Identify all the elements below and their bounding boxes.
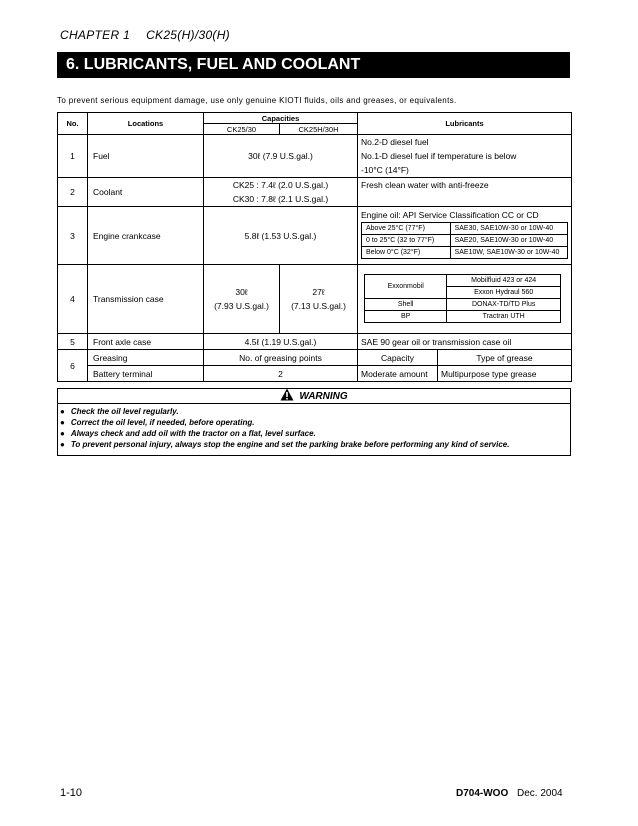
table-row [362, 223, 568, 235]
row-location: Fuel [88, 135, 204, 178]
row-no: 6 [58, 350, 88, 382]
brand-product: DONAX-TD/TD Plus [447, 299, 561, 311]
section-title: 6. LUBRICANTS, FUEL AND COOLANT [57, 52, 570, 78]
row-lubricant: SAE 90 gear oil or transmission case oil [358, 334, 572, 350]
capacity-line: 30ℓ [235, 287, 248, 297]
oil-grade-table [361, 222, 568, 259]
warning-item: ● To prevent personal injury, always stop the engine and set the parking brake before performing any kind of service. [60, 440, 510, 449]
table-row [362, 235, 568, 247]
header-ck25-30: CK25/30 [204, 124, 280, 135]
header-capacities: Capacities [204, 113, 358, 124]
brand-shell: Shell [365, 299, 447, 311]
row-location: Engine crankcase [88, 207, 204, 265]
table-row [58, 350, 572, 366]
row-lubricant [358, 207, 572, 265]
engine-oil-title: Engine oil: API Service Classification CC or CD [361, 210, 539, 220]
row-lubricant [358, 135, 572, 178]
row-location: Transmission case [88, 265, 204, 334]
row-location: Coolant [88, 178, 204, 207]
table-row [58, 178, 572, 207]
oil-temp: 0 to 25°C (32 to 77°F) [362, 235, 451, 247]
table-row [365, 299, 561, 311]
page-number: 1-10 [60, 787, 83, 799]
greasing-points-value: 2 [204, 366, 358, 382]
row-capacity: 4.5ℓ (1.19 U.S.gal.) [204, 334, 358, 350]
brand-product: Exxon Hydraul 560 [447, 287, 561, 299]
row-no: 5 [58, 334, 88, 350]
chapter-label: CHAPTER 1 [60, 28, 131, 42]
capacity-line: CK30 : 7.8ℓ (2.1 U.S.gal.) [232, 194, 329, 204]
table-row [58, 135, 572, 178]
row-no: 2 [58, 178, 88, 207]
table-row [58, 366, 572, 382]
warning-text: Always check and add oil with the tractor on a flat, level surface. [70, 429, 316, 438]
warning-item: ● Always check and add oil with the tractor on a flat, level surface. [60, 429, 316, 438]
intro-text: To prevent serious equipment damage, use only genuine KIOTI fluids, oils and greases, or equivalents. [57, 96, 457, 105]
table-row [58, 334, 572, 350]
row-no: 4 [58, 265, 88, 334]
row-capacity-ck25-30 [204, 265, 280, 334]
lubricant-line: -10°C (14°F) [361, 165, 409, 175]
oil-temp: Above 25°C (77°F) [362, 223, 451, 235]
oil-temp: Below 0°C (32°F) [362, 247, 451, 259]
chapter-header [60, 28, 230, 42]
capacity-line: 27ℓ [312, 287, 325, 297]
table-row [58, 207, 572, 265]
grease-capacity-value: Moderate amount [358, 366, 438, 382]
row-capacity [204, 178, 358, 207]
row-location: Greasing [88, 350, 204, 366]
row-capacity: 5.8ℓ (1.53 U.S.gal.) [204, 207, 358, 265]
grease-type-value: Multipurpose type grease [438, 366, 572, 382]
lubricants-table [57, 112, 572, 382]
warning-text: Check the oil level regularly. [70, 407, 179, 416]
warning-text: To prevent personal injury, always stop the engine and set the parking brake before performing any kind of service. [70, 440, 510, 449]
oil-grade: SAE30, SAE10W-30 or 10W-40 [450, 223, 567, 235]
brand-bp: BP [365, 311, 447, 323]
document-id: D704-WOO [456, 788, 509, 799]
oil-grade: SAE20, SAE10W-30 or 10W-40 [450, 235, 567, 247]
brand-exxonmobil: Exxonmobil [365, 275, 447, 299]
warning-item: ● Check the oil level regularly. [60, 407, 179, 416]
warning-title: WARNING [299, 391, 348, 402]
header-ck25h-30h: CK25H/30H [280, 124, 358, 135]
row-lubricant: Fresh clean water with anti-freeze [358, 178, 572, 207]
capacity-line: CK25 : 7.4ℓ (2.0 U.S.gal.) [232, 180, 329, 190]
table-row [365, 311, 561, 323]
document-date: Dec. 2004 [517, 788, 563, 799]
table-row [365, 275, 561, 287]
row-no: 1 [58, 135, 88, 178]
row-no: 3 [58, 207, 88, 265]
model-label: CK25(H)/30(H) [146, 28, 230, 42]
capacity-line: (7.13 U.S.gal.) [291, 301, 346, 311]
brand-product: Tractran UTH [447, 311, 561, 323]
grease-type-label: Type of grease [438, 350, 572, 366]
oil-grade: SAE10W, SAE10W-30 or 10W-40 [450, 247, 567, 259]
table-row [362, 247, 568, 259]
warning-item: ● Correct the oil level, if needed, before operating. [60, 418, 255, 427]
header-locations: Locations [88, 113, 204, 135]
header-no: No. [58, 113, 88, 135]
grease-capacity-label: Capacity [358, 350, 438, 366]
row-capacity: 30ℓ (7.9 U.S.gal.) [204, 135, 358, 178]
row-lubricant [358, 265, 572, 334]
brand-product: Mobilfluid 423 or 424 [447, 275, 561, 287]
table-row [58, 265, 572, 334]
capacity-line: (7.93 U.S.gal.) [214, 301, 269, 311]
greasing-points-label: No. of greasing points [204, 350, 358, 366]
row-location: Front axle case [88, 334, 204, 350]
row-location: Battery terminal [88, 366, 204, 382]
lubricant-line: No.1-D diesel fuel if temperature is below [361, 151, 517, 161]
warning-header [57, 388, 571, 404]
warning-triangle-icon [280, 388, 294, 401]
transmission-oil-brands [364, 274, 561, 323]
row-capacity-ck25h-30h [280, 265, 358, 334]
header-lubricants: Lubricants [358, 113, 572, 135]
warning-text: Correct the oil level, if needed, before operating. [70, 418, 255, 427]
lubricant-line: No.2-D diesel fuel [361, 137, 429, 147]
